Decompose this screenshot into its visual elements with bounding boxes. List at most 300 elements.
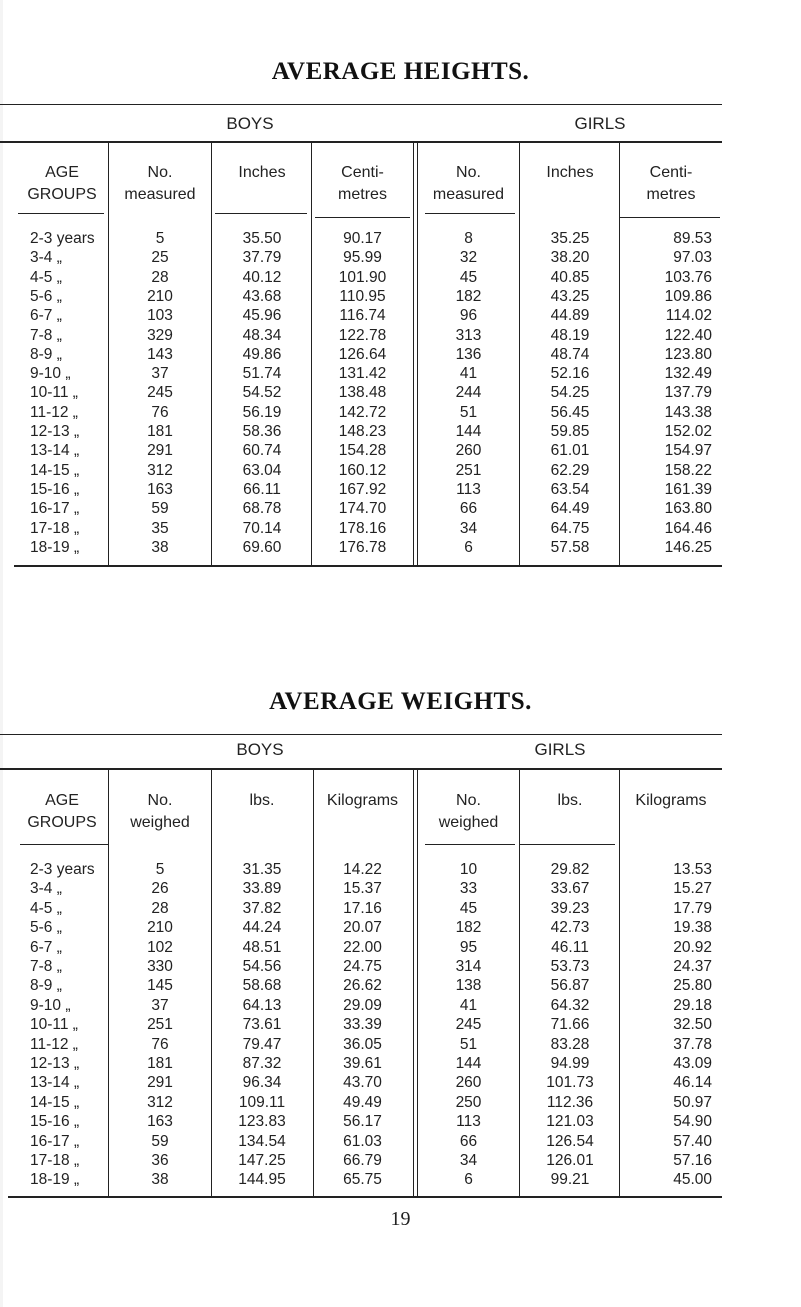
table-cell: 19.38 — [673, 919, 712, 937]
table-cell: 33 — [459, 880, 478, 898]
table-row — [0, 1112, 801, 1131]
weights-boys-label: BOYS — [236, 740, 284, 759]
table-cell: 137.79 — [664, 384, 712, 402]
table-cell: 34 — [459, 519, 478, 537]
table-cell: 94.99 — [550, 1055, 590, 1072]
table-row — [0, 519, 801, 538]
table-cell: 3-4 „ — [30, 249, 62, 267]
table-cell: 163 — [147, 1113, 173, 1131]
table-cell: 7-8 „ — [30, 326, 62, 344]
table-cell: 96 — [459, 307, 478, 325]
table-cell: 44.24 — [242, 919, 282, 937]
table-cell: 46.14 — [673, 1074, 712, 1092]
table-row — [0, 1093, 801, 1112]
table-cell: 63.54 — [550, 480, 590, 498]
table-cell: 51.74 — [242, 365, 282, 383]
weights-header-underline — [425, 844, 515, 845]
table-cell: 64.75 — [550, 519, 590, 537]
table-cell: 76 — [151, 1035, 169, 1053]
table-cell: 36 — [151, 1152, 169, 1169]
table-cell: 3-4 „ — [30, 880, 62, 898]
table-cell: 33.67 — [550, 880, 590, 898]
table-cell: 164.46 — [664, 519, 712, 537]
table-cell: 35 — [151, 519, 169, 537]
table-cell: 32.50 — [673, 1016, 712, 1034]
table-row — [0, 287, 801, 306]
table-cell: 69.60 — [242, 538, 282, 556]
table-cell: 291 — [147, 442, 173, 460]
table-cell: 136 — [455, 345, 482, 363]
table-cell: 76 — [151, 403, 169, 421]
table-cell: 66 — [459, 1132, 478, 1150]
table-cell: 181 — [147, 1055, 173, 1072]
table-cell: 313 — [455, 326, 482, 344]
table-cell: 43.25 — [550, 287, 590, 305]
table-cell: 144.95 — [238, 1171, 286, 1189]
table-cell: 18-19 „ — [30, 1171, 80, 1189]
table-cell: 48.34 — [242, 326, 282, 344]
table-row — [0, 1073, 801, 1092]
table-cell: 116.74 — [339, 307, 386, 325]
table-cell: 154.28 — [338, 442, 387, 460]
table-cell: 10-11 „ — [30, 1016, 78, 1034]
table-cell: 114.02 — [665, 307, 712, 325]
table-cell: 33.39 — [343, 1016, 382, 1034]
table-cell: 154.97 — [664, 442, 712, 460]
weights-header-2: lbs. — [249, 792, 275, 809]
heights-header-2: Inches — [238, 164, 286, 181]
table-cell: 38.20 — [550, 249, 590, 267]
table-cell: 14-15 „ — [30, 1093, 80, 1111]
table-cell: 26.62 — [343, 977, 382, 995]
table-cell: 5 — [155, 861, 165, 878]
heights-header-6: Centi- metres — [646, 164, 696, 203]
table-cell: 45.00 — [673, 1171, 712, 1189]
table-row — [0, 860, 801, 879]
table-cell: 250 — [455, 1093, 482, 1111]
table-cell: 34 — [459, 1152, 478, 1169]
table-cell: 144 — [455, 423, 482, 440]
table-row — [0, 306, 801, 325]
heights-header-0: AGE GROUPS — [27, 164, 97, 203]
heights-bottom-rule — [14, 565, 722, 567]
table-cell: 10-11 „ — [30, 384, 78, 402]
table-cell: 13-14 „ — [30, 1074, 80, 1092]
table-cell: 147.25 — [238, 1152, 286, 1169]
table-cell: 59.85 — [550, 423, 590, 440]
table-cell: 178.16 — [338, 519, 387, 537]
table-cell: 146.25 — [664, 538, 712, 556]
table-cell: 35.25 — [550, 230, 590, 247]
table-cell: 39.61 — [343, 1055, 382, 1072]
table-cell: 330 — [147, 958, 173, 975]
table-row — [0, 268, 801, 287]
table-row — [0, 938, 801, 957]
table-cell: 71.66 — [550, 1016, 590, 1034]
page-number: 19 — [390, 1208, 411, 1230]
table-cell: 65.75 — [343, 1171, 382, 1189]
table-cell: 58.36 — [242, 423, 282, 440]
table-cell: 52.16 — [550, 365, 590, 383]
table-cell: 15.27 — [673, 880, 712, 898]
table-cell: 43.68 — [242, 287, 282, 305]
table-cell: 6-7 „ — [30, 307, 62, 325]
table-cell: 37.82 — [242, 899, 282, 917]
table-row — [0, 345, 801, 364]
table-cell: 33.89 — [242, 880, 282, 898]
table-cell: 95 — [459, 938, 478, 956]
table-cell: 46.11 — [551, 938, 589, 956]
table-cell: 73.61 — [242, 1016, 282, 1034]
table-cell: 122.40 — [664, 326, 712, 344]
table-cell: 50.97 — [673, 1093, 712, 1111]
table-cell: 48.19 — [550, 326, 590, 344]
table-cell: 66.11 — [243, 480, 281, 498]
heights-header-underline — [425, 213, 515, 214]
table-cell: 152.02 — [664, 423, 712, 440]
heights-header-3: Centi- metres — [338, 164, 387, 203]
table-cell: 167.92 — [338, 480, 387, 498]
table-row — [0, 229, 801, 248]
table-row — [0, 899, 801, 918]
heights-header-1: No. measured — [124, 164, 196, 203]
table-row — [0, 326, 801, 345]
table-cell: 51 — [459, 1035, 478, 1053]
table-cell: 66.79 — [343, 1152, 382, 1169]
weights-header-0: AGE GROUPS — [27, 792, 97, 831]
table-cell: 26 — [151, 880, 169, 898]
table-cell: 54.90 — [673, 1113, 712, 1131]
table-cell: 101.73 — [546, 1074, 594, 1092]
table-row — [0, 461, 801, 480]
table-cell: 103 — [147, 307, 173, 325]
table-cell: 58.68 — [242, 977, 282, 995]
table-cell: 41 — [459, 996, 478, 1014]
table-cell: 14-15 „ — [30, 461, 80, 479]
table-cell: 35.50 — [242, 230, 282, 247]
table-cell: 134.54 — [238, 1132, 286, 1150]
table-cell: 148.23 — [338, 423, 387, 440]
table-row — [0, 996, 801, 1015]
table-cell: 83.28 — [550, 1035, 590, 1053]
weights-header-underline — [520, 844, 615, 845]
table-cell: 64.49 — [550, 500, 590, 518]
table-cell: 48.51 — [242, 938, 282, 956]
table-cell: 99.21 — [550, 1171, 590, 1189]
heights-header-5: Inches — [546, 164, 594, 181]
table-cell: 64.13 — [242, 996, 282, 1014]
table-row — [0, 441, 801, 460]
table-cell: 13-14 „ — [30, 442, 80, 460]
table-cell: 6 — [464, 1171, 473, 1189]
table-cell: 14.22 — [343, 861, 382, 878]
table-cell: 102 — [147, 938, 173, 956]
table-cell: 16-17 „ — [30, 500, 80, 518]
table-row — [0, 1035, 801, 1054]
table-cell: 48.74 — [550, 345, 590, 363]
table-cell: 5-6 „ — [30, 287, 62, 305]
table-cell: 260 — [455, 1074, 482, 1092]
table-cell: 251 — [455, 461, 482, 479]
heights-header-4: No. measured — [432, 164, 505, 203]
table-cell: 20.07 — [343, 919, 382, 937]
table-cell: 17-18 „ — [30, 1152, 80, 1169]
heights-header-underline — [215, 213, 307, 214]
table-cell: 7-8 „ — [30, 958, 62, 975]
table-row — [0, 480, 801, 499]
table-cell: 17.79 — [673, 899, 712, 917]
table-cell: 11-12 „ — [30, 403, 78, 421]
table-cell: 15-16 „ — [30, 480, 80, 498]
table-cell: 138.48 — [338, 384, 387, 402]
table-cell: 245 — [455, 1016, 482, 1034]
table-row — [0, 538, 801, 557]
table-cell: 25 — [151, 249, 169, 267]
table-row — [0, 879, 801, 898]
table-cell: 56.45 — [550, 403, 590, 421]
table-cell: 37 — [151, 365, 169, 383]
table-row — [0, 976, 801, 995]
table-cell: 182 — [455, 287, 482, 305]
table-cell: 138 — [455, 977, 482, 995]
table-cell: 68.78 — [242, 500, 282, 518]
table-cell: 32 — [459, 249, 478, 267]
table-cell: 29.09 — [343, 996, 382, 1014]
weights-title: AVERAGE WEIGHTS. — [269, 688, 532, 715]
table-cell: 28 — [151, 268, 169, 286]
table-cell: 210 — [147, 919, 173, 937]
table-cell: 49.49 — [343, 1093, 382, 1111]
table-cell: 17-18 „ — [30, 519, 80, 537]
table-cell: 132.49 — [664, 365, 712, 383]
table-cell: 39.23 — [550, 899, 590, 917]
table-cell: 63.04 — [242, 461, 282, 479]
table-cell: 110.95 — [339, 287, 386, 305]
table-cell: 8-9 „ — [30, 977, 62, 995]
table-cell: 329 — [147, 326, 173, 344]
table-cell: 126.64 — [338, 345, 387, 363]
table-cell: 43.70 — [343, 1074, 382, 1092]
table-row — [0, 1151, 801, 1170]
weights-top-rule — [0, 734, 722, 735]
weights-bottom-rule — [8, 1196, 722, 1198]
table-cell: 56.19 — [242, 403, 282, 421]
table-cell: 51 — [459, 403, 478, 421]
heights-girls-label: GIRLS — [574, 114, 626, 133]
table-cell: 314 — [455, 958, 482, 975]
weights-header-5: lbs. — [557, 792, 583, 809]
table-row — [0, 957, 801, 976]
table-cell: 161.39 — [664, 480, 712, 498]
table-cell: 59 — [151, 1132, 169, 1150]
table-cell: 36.05 — [343, 1035, 382, 1053]
table-cell: 61.03 — [343, 1132, 382, 1150]
table-cell: 10 — [459, 861, 478, 878]
table-row — [0, 1170, 801, 1189]
table-cell: 251 — [147, 1016, 173, 1034]
table-cell: 126.54 — [546, 1132, 594, 1150]
table-cell: 9-10 „ — [30, 996, 71, 1014]
table-cell: 45.96 — [242, 307, 282, 325]
heights-top-rule — [0, 104, 722, 105]
table-cell: 121.03 — [546, 1113, 594, 1131]
table-cell: 20.92 — [673, 938, 712, 956]
table-cell: 96.34 — [242, 1074, 282, 1092]
table-cell: 6-7 „ — [30, 938, 62, 956]
table-row — [0, 403, 801, 422]
table-cell: 41 — [459, 365, 478, 383]
table-cell: 15-16 „ — [30, 1113, 80, 1131]
table-row — [0, 248, 801, 267]
table-cell: 66 — [459, 500, 478, 518]
heights-header-underline — [620, 217, 720, 218]
table-cell: 245 — [147, 384, 173, 402]
table-row — [0, 383, 801, 402]
table-cell: 15.37 — [343, 880, 382, 898]
table-cell: 109.11 — [238, 1093, 286, 1111]
table-cell: 49.86 — [242, 345, 282, 363]
table-cell: 90.17 — [343, 230, 382, 247]
table-cell: 29.82 — [550, 861, 590, 878]
table-cell: 181 — [147, 423, 173, 440]
table-cell: 18-19 „ — [30, 538, 80, 556]
table-cell: 12-13 „ — [30, 1055, 80, 1072]
table-cell: 131.42 — [338, 365, 387, 383]
table-cell: 70.14 — [242, 519, 282, 537]
table-row — [0, 499, 801, 518]
table-cell: 62.29 — [550, 461, 590, 479]
table-cell: 174.70 — [338, 500, 387, 518]
weights-header-6: Kilograms — [635, 792, 707, 809]
weights-header-4: No. weighed — [438, 792, 499, 831]
heights-boys-label: BOYS — [226, 114, 274, 133]
table-cell: 95.99 — [343, 249, 382, 267]
table-cell: 143.38 — [664, 403, 712, 421]
table-cell: 101.90 — [338, 268, 387, 286]
table-cell: 57.40 — [673, 1132, 712, 1150]
table-cell: 57.16 — [673, 1152, 712, 1169]
table-cell: 123.83 — [238, 1113, 286, 1131]
table-cell: 142.72 — [338, 403, 387, 421]
table-cell: 12-13 „ — [30, 423, 80, 440]
table-cell: 54.52 — [242, 384, 282, 402]
table-cell: 79.47 — [242, 1035, 282, 1053]
table-cell: 60.74 — [242, 442, 282, 460]
table-cell: 103.76 — [664, 268, 712, 286]
table-cell: 54.25 — [550, 384, 590, 402]
table-cell: 210 — [147, 287, 173, 305]
table-cell: 45 — [459, 899, 478, 917]
table-cell: 28 — [151, 899, 169, 917]
table-cell: 176.78 — [338, 538, 387, 556]
table-cell: 24.37 — [673, 958, 712, 975]
table-cell: 312 — [147, 1093, 173, 1111]
table-cell: 45 — [459, 268, 478, 286]
table-cell: 113 — [456, 1113, 481, 1131]
table-row — [0, 364, 801, 383]
table-cell: 37.79 — [242, 249, 282, 267]
table-cell: 109.86 — [664, 287, 712, 305]
table-cell: 163.80 — [664, 500, 712, 518]
table-cell: 42.73 — [550, 919, 590, 937]
table-cell: 37 — [151, 996, 169, 1014]
table-cell: 2-3 years — [30, 230, 95, 247]
table-cell: 29.18 — [673, 996, 712, 1014]
table-cell: 144 — [455, 1055, 482, 1072]
table-cell: 24.75 — [343, 958, 382, 975]
table-cell: 37.78 — [673, 1035, 712, 1053]
table-cell: 6 — [464, 538, 473, 556]
table-cell: 5 — [155, 230, 165, 247]
table-cell: 31.35 — [242, 861, 282, 878]
table-cell: 56.17 — [343, 1113, 382, 1131]
table-cell: 5-6 „ — [30, 919, 62, 937]
table-cell: 244 — [455, 384, 482, 402]
table-cell: 126.01 — [546, 1152, 594, 1169]
heights-header-underline — [18, 213, 104, 214]
table-cell: 25.80 — [673, 977, 712, 995]
table-cell: 97.03 — [673, 249, 712, 267]
table-cell: 9-10 „ — [30, 365, 71, 383]
table-cell: 87.32 — [242, 1055, 282, 1072]
weights-header-underline — [20, 844, 108, 845]
table-cell: 182 — [455, 919, 482, 937]
table-cell: 53.73 — [550, 958, 590, 975]
table-cell: 143 — [147, 345, 173, 363]
table-cell: 260 — [455, 442, 482, 460]
table-cell: 160.12 — [338, 461, 387, 479]
table-cell: 113 — [456, 480, 481, 498]
table-cell: 40.85 — [550, 268, 590, 286]
table-row — [0, 1132, 801, 1151]
table-cell: 158.22 — [664, 461, 712, 479]
table-row — [0, 918, 801, 937]
table-cell: 4-5 „ — [30, 268, 62, 286]
table-cell: 59 — [151, 500, 169, 518]
table-cell: 122.78 — [338, 326, 387, 344]
table-cell: 43.09 — [673, 1055, 712, 1072]
table-cell: 145 — [147, 977, 173, 995]
table-cell: 38 — [151, 1171, 169, 1189]
table-cell: 312 — [147, 461, 173, 479]
table-cell: 4-5 „ — [30, 899, 62, 917]
table-cell: 56.87 — [550, 977, 590, 995]
heights-header-underline — [315, 217, 410, 218]
table-cell: 38 — [151, 538, 169, 556]
table-cell: 112.36 — [546, 1093, 594, 1111]
weights-header-3: Kilograms — [326, 792, 399, 809]
table-cell: 17.16 — [343, 899, 382, 917]
table-cell: 22.00 — [343, 938, 382, 956]
table-cell: 163 — [147, 480, 173, 498]
table-row — [0, 422, 801, 441]
table-cell: 64.32 — [550, 996, 590, 1014]
table-row — [0, 1015, 801, 1034]
table-cell: 11-12 „ — [30, 1035, 78, 1053]
table-cell: 291 — [147, 1074, 173, 1092]
table-cell: 8-9 „ — [30, 345, 62, 363]
heights-title: AVERAGE HEIGHTS. — [271, 58, 530, 85]
table-cell: 61.01 — [550, 442, 590, 460]
table-cell: 40.12 — [242, 268, 282, 286]
table-cell: 2-3 years — [30, 861, 95, 878]
table-cell: 123.80 — [664, 345, 712, 363]
table-cell: 44.89 — [550, 307, 590, 325]
table-cell: 89.53 — [673, 230, 712, 247]
table-cell: 57.58 — [550, 538, 590, 556]
table-cell: 16-17 „ — [30, 1132, 80, 1150]
table-row — [0, 1054, 801, 1073]
